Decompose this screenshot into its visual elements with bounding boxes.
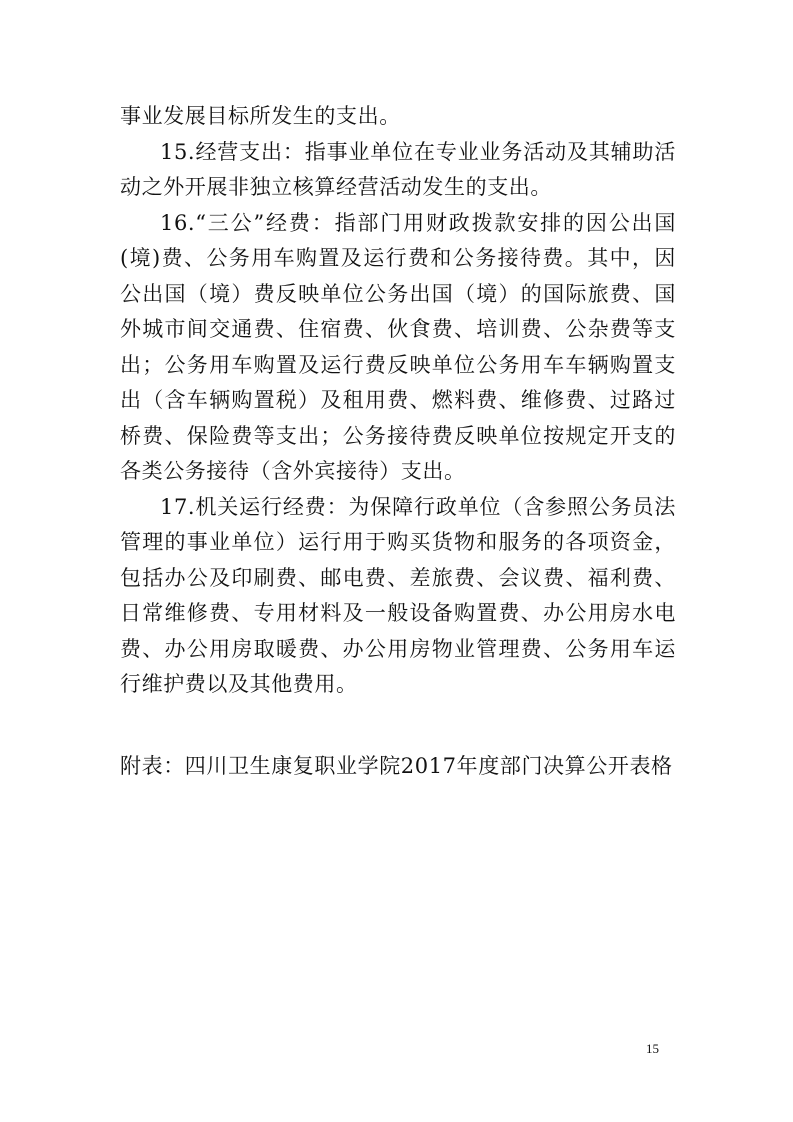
paragraph-item-16: 16.“三公”经费：指部门用财政拨款安排的因公出国(境)费、公务用车购置及运行费和公务接待费。其中，因公出国（境）费反映单位公务出国（境）的国际旅费、国外城市间交通费、住宿费、伙食费、培训费、公杂费等支出；公务用车购置及运行费反映单位公务用车车辆购置支出（含车辆购置税）及租用费、燃料费、维修费、过路过桥费、保险费等支出；公务接待费反映单位按规定开支的各类公务接待（含外宾接待）支出。 xyxy=(120,210,676,483)
appendix-note: 附表：四川卫生康复职业学院2017年度部门决算公开表格 xyxy=(120,754,673,778)
paragraph-continuation: 事业发展目标所发生的支出。 xyxy=(120,104,401,128)
body-text xyxy=(120,99,676,703)
paragraph-item-17: 17.机关运行经费：为保障行政单位（含参照公务员法管理的事业单位）运行用于购买货物和服务的各项资金，包括办公及印刷费、邮电费、差旅费、会议费、福利费、日常维修费、专用材料及一般设备购置费、办公用房水电费、办公用房取暖费、办公用房物业管理费、公务用车运行维护费以及其他费用。 xyxy=(120,494,676,696)
page-number: 15 xyxy=(646,1041,659,1056)
paragraph-item-15: 15.经营支出：指事业单位在专业业务活动及其辅助活动之外开展非独立核算经营活动发生的支出。 xyxy=(120,139,676,199)
